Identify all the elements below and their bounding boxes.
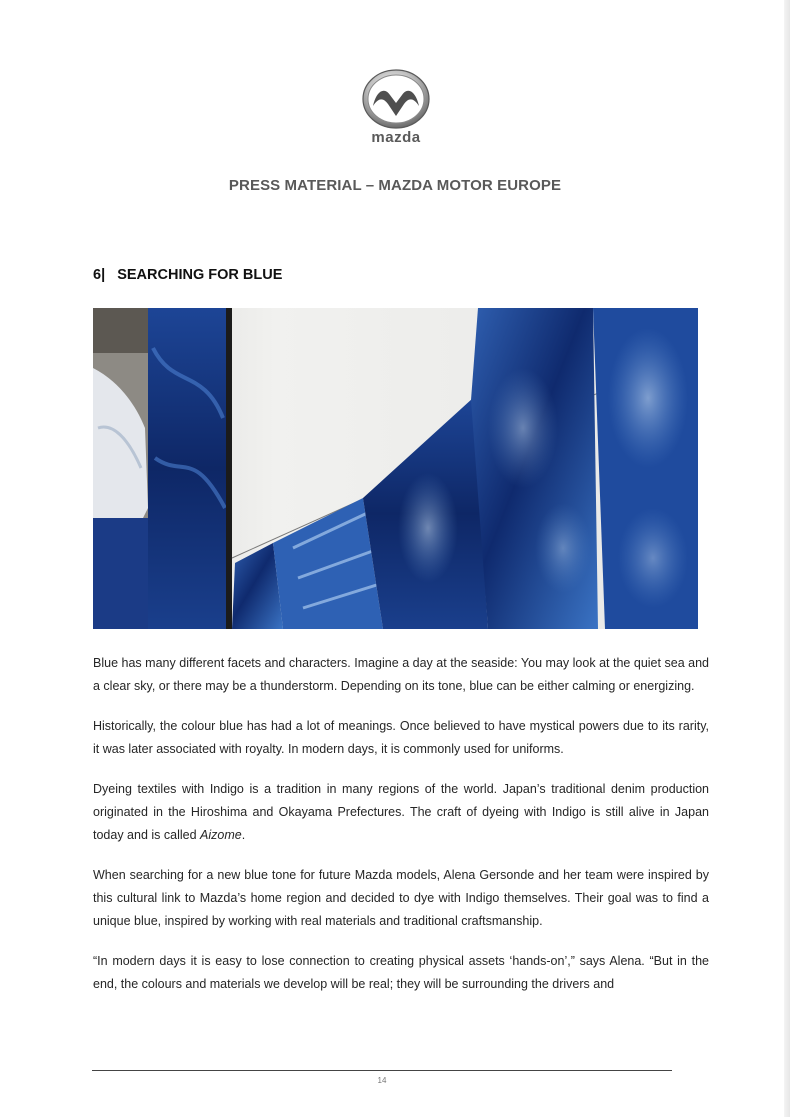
footer-divider bbox=[92, 1070, 672, 1071]
indigo-fabric-photo bbox=[93, 308, 698, 629]
mazda-wordmark: mazda bbox=[371, 129, 421, 146]
paragraph-5: “In modern days it is easy to lose connection to creating physical assets ‘hands-on’,” says Alena. “But in the end, the colours and materials we develop will be real; they will be surrounding the drivers and bbox=[93, 954, 709, 991]
page-number: 14 bbox=[377, 1076, 387, 1085]
body-text bbox=[93, 652, 709, 996]
paragraph-2: Historically, the colour blue has had a lot of meanings. Once believed to have mystical powers due to its rarity, it was later associated with royalty. In modern days, it is commonly used for uniforms. bbox=[93, 719, 709, 756]
section-title: SEARCHING FOR BLUE bbox=[117, 267, 283, 283]
paragraph-3 bbox=[93, 778, 709, 847]
paragraph-3-end: . bbox=[241, 828, 246, 842]
aizome-term: Aizome bbox=[200, 828, 242, 842]
paragraph-1: Blue has many different facets and characters. Imagine a day at the seaside: You may look at the quiet sea and a clear sky, or there may be a thunderstorm. Depending on its tone, blue can be either calming or energizing. bbox=[93, 656, 709, 693]
paragraph-3-text: Dyeing textiles with Indigo is a tradition in many regions of the world. Japan’s traditional denim production originated in the Hiroshima and Okayama Prefectures. The craft of dyeing with Indigo is still alive in Japan today and is called bbox=[93, 782, 709, 842]
page-edge-shadow bbox=[784, 0, 790, 1117]
press-material-title: PRESS MATERIAL – MAZDA MOTOR EUROPE bbox=[228, 177, 562, 194]
section-heading bbox=[93, 267, 282, 283]
mazda-logo bbox=[354, 68, 438, 148]
paragraph-4: When searching for a new blue tone for future Mazda models, Alena Gersonde and her team were inspired by this cultural link to Mazda’s home region and decided to dye with Indigo themselves. Their goal was to find a unique blue, inspired by working with real materials and traditional craftsmanship. bbox=[93, 868, 709, 928]
section-number: 6| bbox=[93, 267, 106, 283]
